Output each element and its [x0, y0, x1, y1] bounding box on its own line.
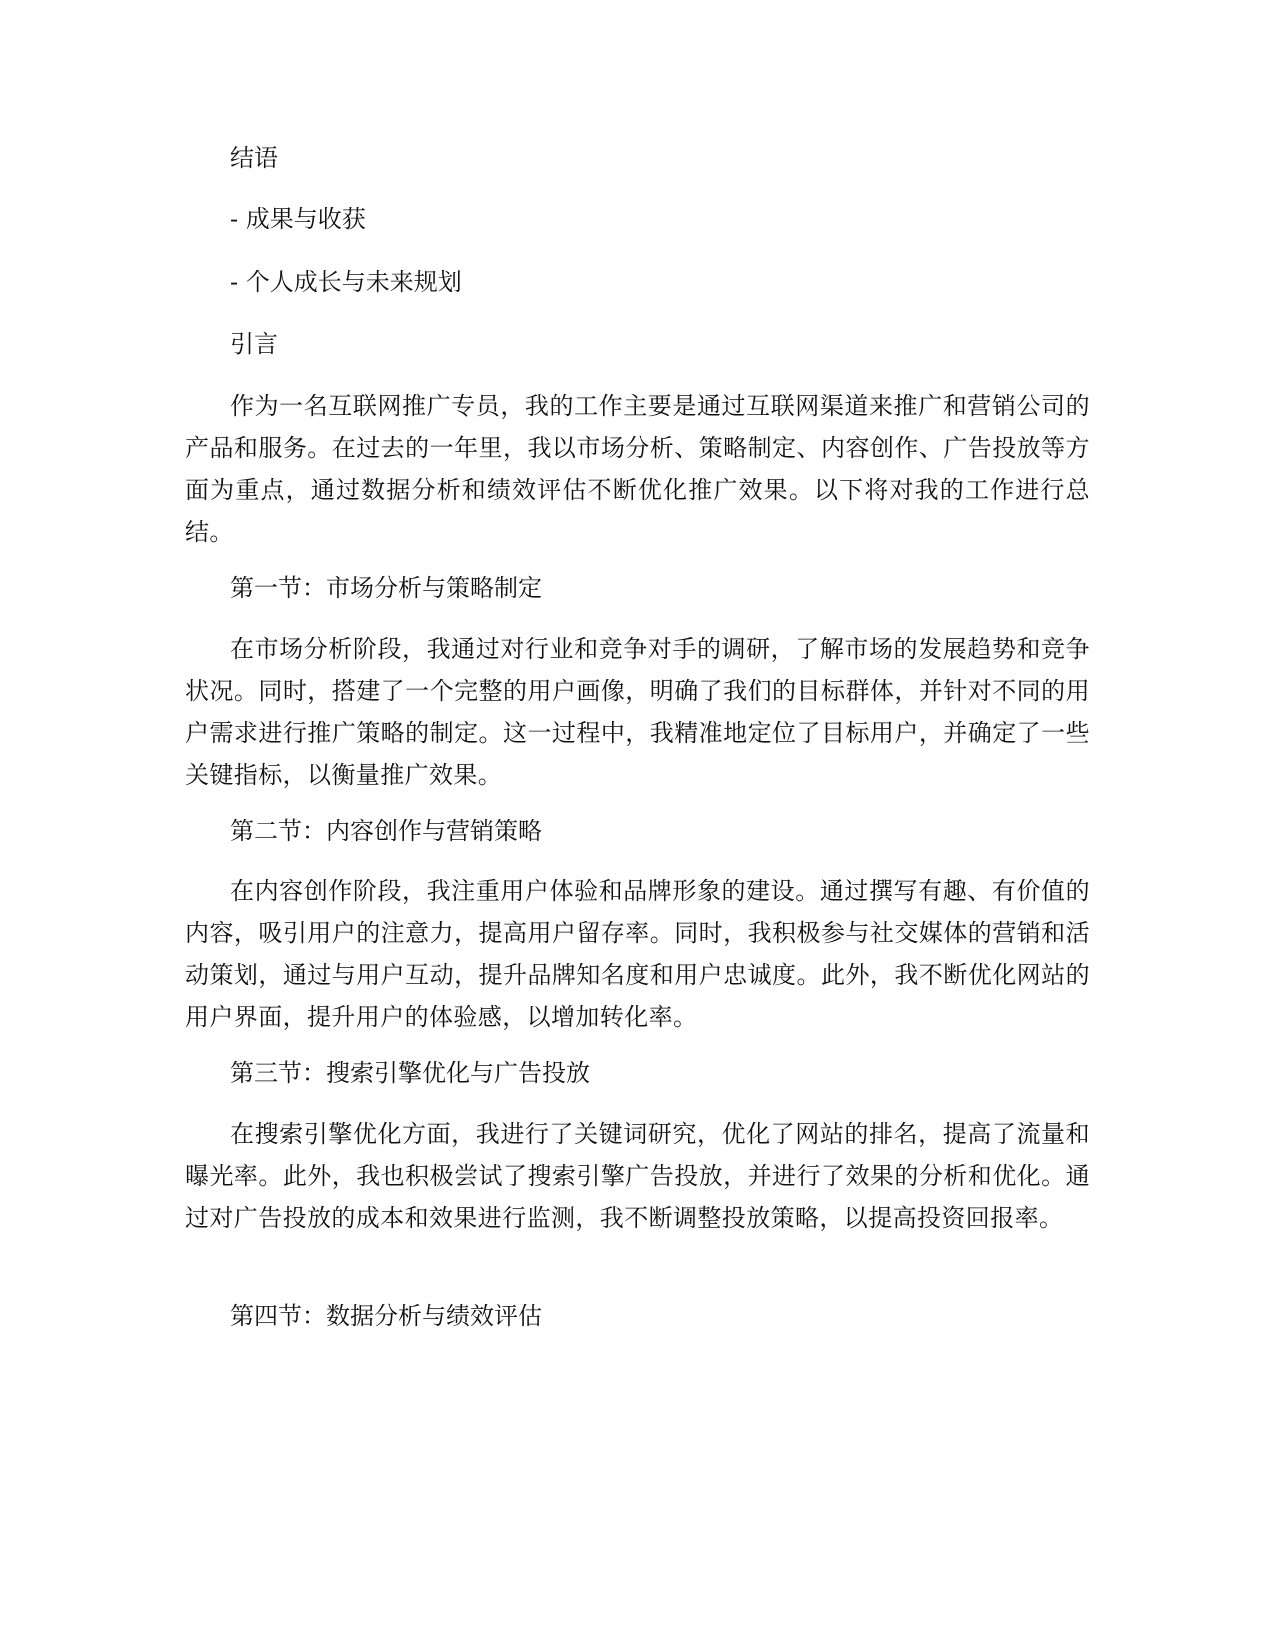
heading-section-2: 第二节：内容创作与营销策略	[230, 817, 542, 845]
list-item-achievements: - 成果与收获	[230, 205, 366, 233]
heading-conclusion: 结语	[230, 144, 278, 172]
heading-section-4: 第四节：数据分析与绩效评估	[230, 1302, 542, 1330]
paragraph-section-3: 在搜索引擎优化方面，我进行了关键词研究，优化了网站的排名，提高了流量和曝光率。此外，我也积极尝试了搜索引擎广告投放，并进行了效果的分析和优化。通过对广告投放的成本和效果进行监测，我不断调整投放策略，以提高投资回报率。	[185, 1120, 1090, 1232]
paragraph-introduction: 作为一名互联网推广专员，我的工作主要是通过互联网渠道来推广和营销公司的产品和服务。在过去的一年里，我以市场分析、策略制定、内容创作、广告投放等方面为重点，通过数据分析和绩效评估不断优化推广效果。以下将对我的工作进行总结。	[185, 392, 1090, 546]
heading-section-3: 第三节：搜索引擎优化与广告投放	[230, 1059, 590, 1087]
paragraph-section-1: 在市场分析阶段，我通过对行业和竞争对手的调研，了解市场的发展趋势和竞争状况。同时，搭建了一个完整的用户画像，明确了我们的目标群体，并针对不同的用户需求进行推广策略的制定。这一过程中，我精准地定位了目标用户，并确定了一些关键指标，以衡量推广效果。	[185, 635, 1090, 789]
list-item-growth-plans: - 个人成长与未来规划	[230, 268, 462, 296]
heading-introduction: 引言	[230, 330, 278, 358]
heading-section-1: 第一节：市场分析与策略制定	[230, 574, 542, 602]
paragraph-section-2: 在内容创作阶段，我注重用户体验和品牌形象的建设。通过撰写有趣、有价值的内容，吸引用户的注意力，提高用户留存率。同时，我积极参与社交媒体的营销和活动策划，通过与用户互动，提升品牌知名度和用户忠诚度。此外，我不断优化网站的用户界面，提升用户的体验感，以增加转化率。	[185, 877, 1090, 1031]
